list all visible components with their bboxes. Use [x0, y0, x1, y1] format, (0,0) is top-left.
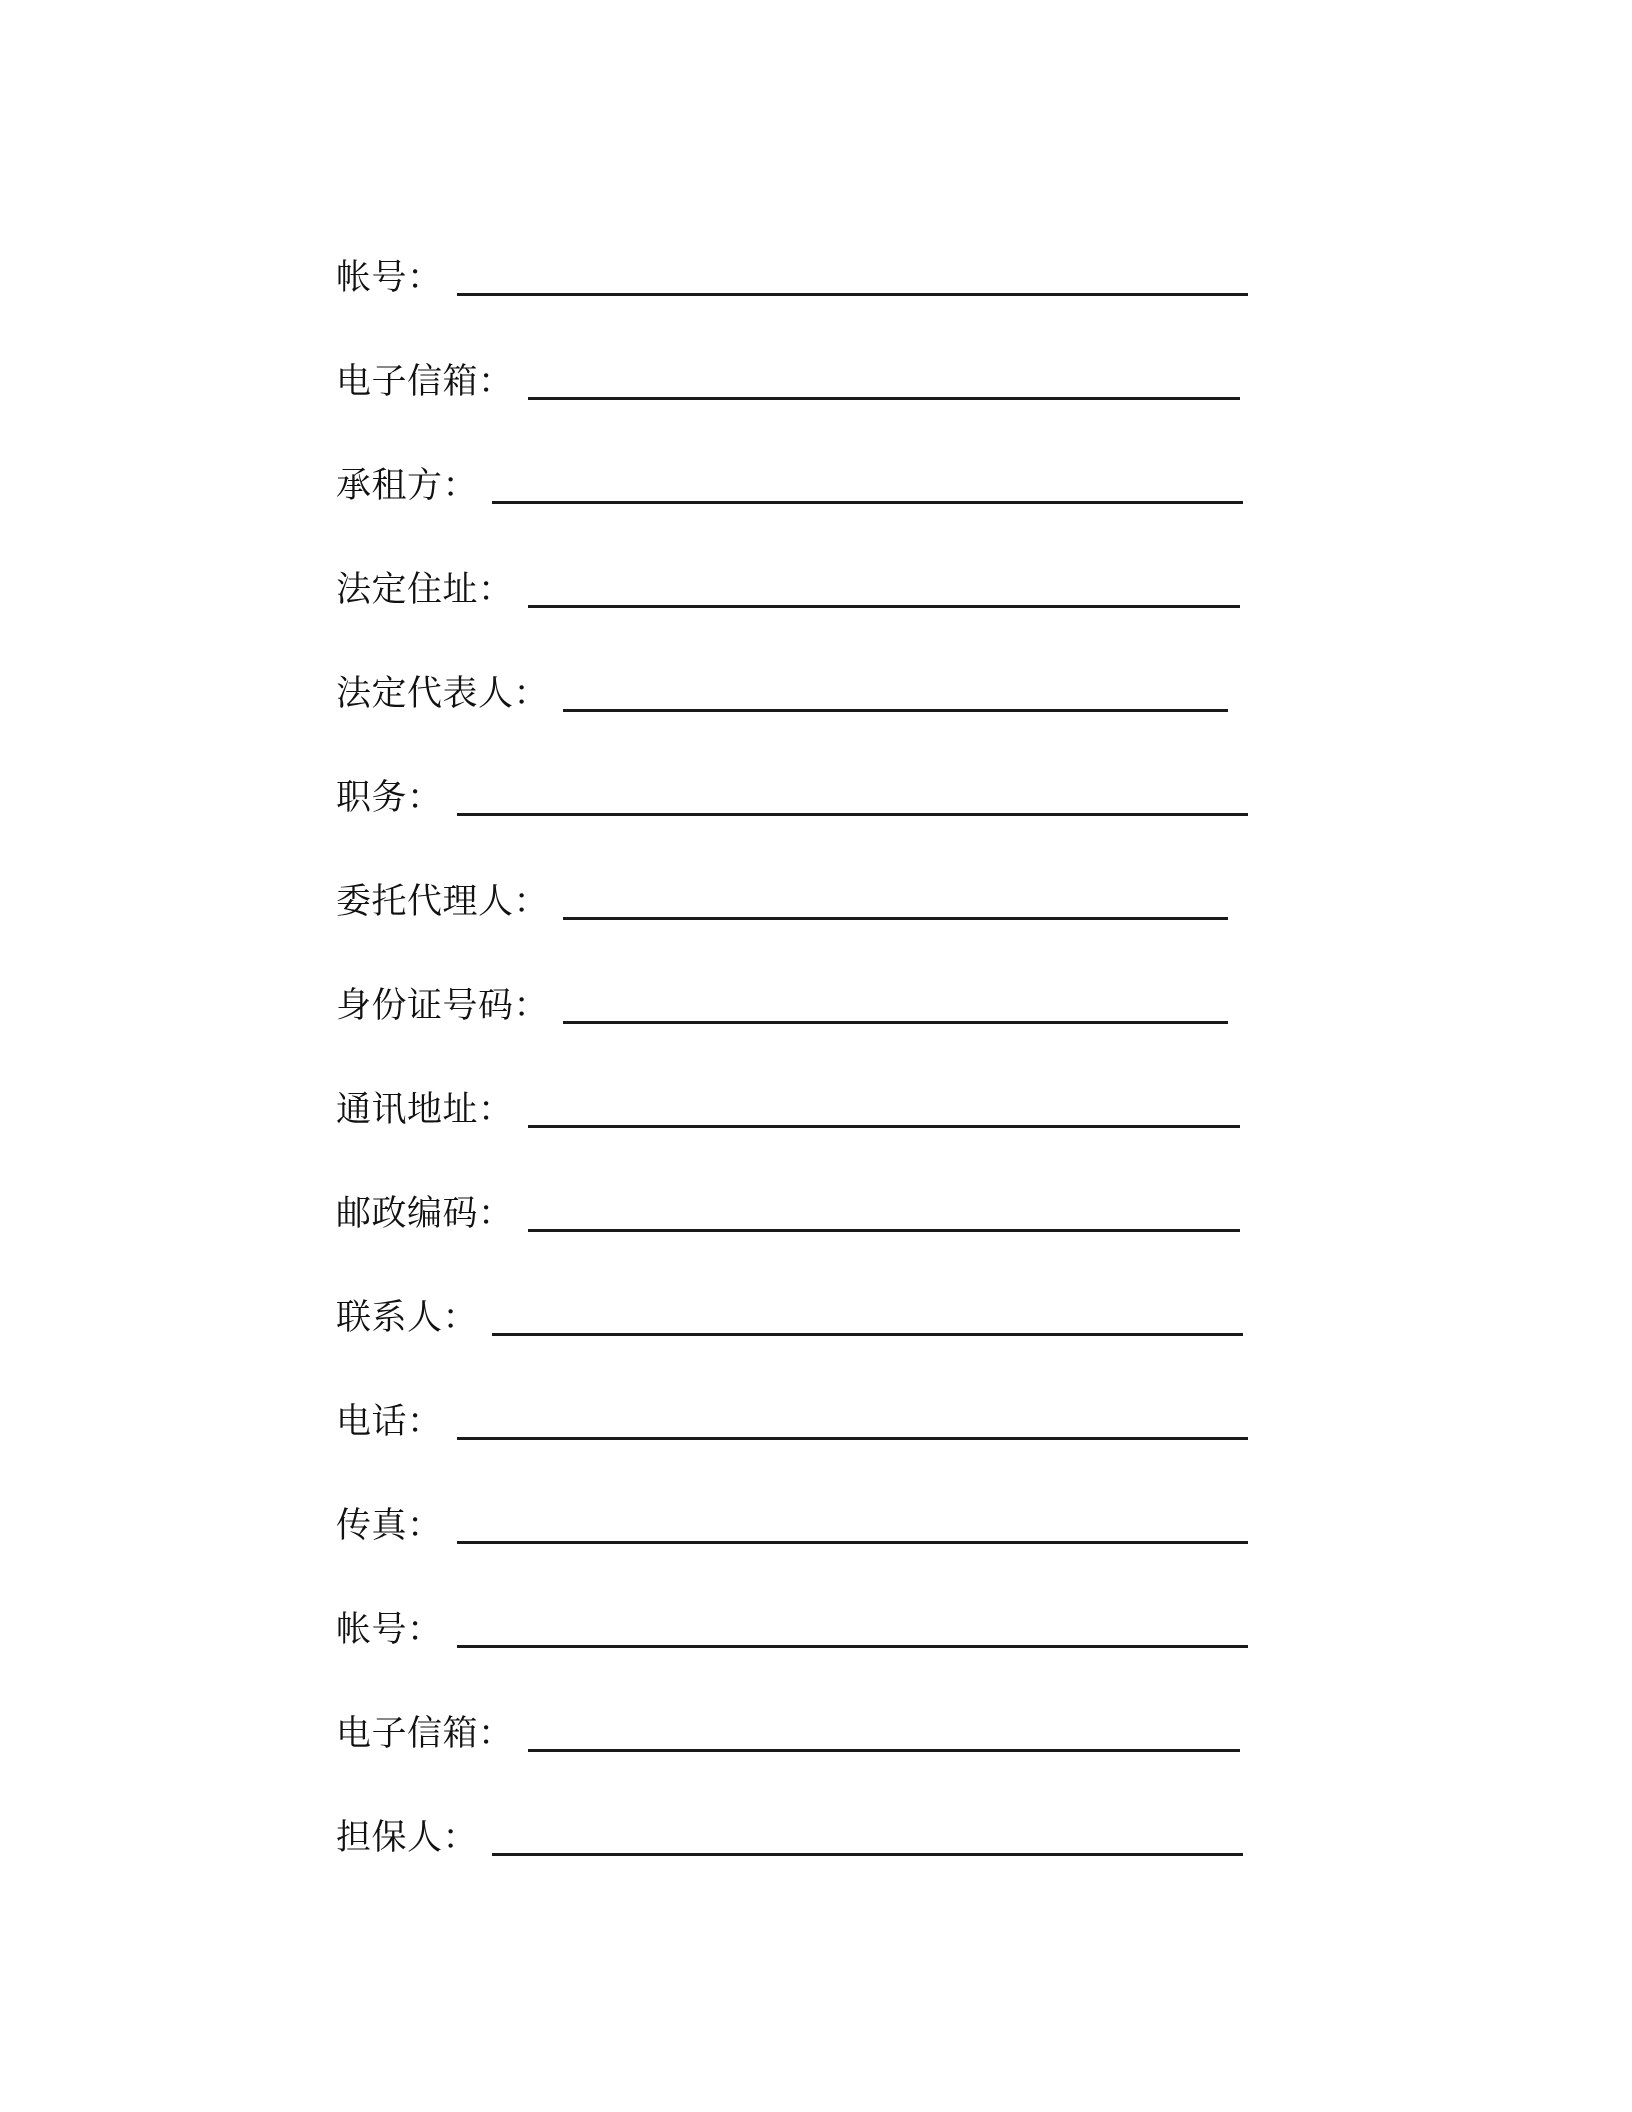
field-row-guarantor [336, 1756, 1248, 1860]
field-label-contact-person: 联系人： [336, 1298, 479, 1338]
blank-line-email-2 [528, 1749, 1240, 1752]
field-row-legal-address [336, 508, 1248, 612]
field-label-legal-representative: 法定代表人： [336, 674, 550, 714]
field-row-email-2 [336, 1652, 1248, 1756]
blank-line-account [457, 293, 1248, 296]
field-label-authorized-agent: 委托代理人： [336, 882, 550, 922]
blank-line-phone [457, 1437, 1248, 1440]
blank-line-id-number [563, 1021, 1228, 1024]
field-row-email [336, 300, 1248, 404]
field-label-position: 职务： [336, 778, 443, 818]
field-row-contact-person [336, 1236, 1248, 1340]
field-row-lessee [336, 404, 1248, 508]
blank-line-fax [457, 1541, 1248, 1544]
field-row-postal-code [336, 1132, 1248, 1236]
field-label-account: 帐号： [336, 258, 443, 298]
field-label-postal-code: 邮政编码： [336, 1194, 514, 1234]
field-row-phone [336, 1340, 1248, 1444]
field-row-mailing-address [336, 1028, 1248, 1132]
field-row-id-number [336, 924, 1248, 1028]
field-label-email: 电子信箱： [336, 362, 514, 402]
field-label-id-number: 身份证号码： [336, 986, 550, 1026]
blank-line-legal-address [528, 605, 1240, 608]
field-label-phone: 电话： [336, 1402, 443, 1442]
blank-line-authorized-agent [563, 917, 1228, 920]
field-row-account-2 [336, 1548, 1248, 1652]
field-row-position [336, 716, 1248, 820]
field-label-mailing-address: 通讯地址： [336, 1090, 514, 1130]
blank-line-position [457, 813, 1248, 816]
field-label-lessee: 承租方： [336, 466, 479, 506]
blank-line-postal-code [528, 1229, 1240, 1232]
blank-line-legal-representative [563, 709, 1228, 712]
blank-line-account-2 [457, 1645, 1248, 1648]
blank-line-email [528, 397, 1240, 400]
blank-line-lessee [492, 501, 1243, 504]
field-row-account [336, 196, 1248, 300]
field-label-guarantor: 担保人： [336, 1818, 479, 1858]
field-label-account-2: 帐号： [336, 1610, 443, 1650]
field-row-legal-representative [336, 612, 1248, 716]
blank-line-guarantor [492, 1853, 1243, 1856]
contact-form [336, 196, 1248, 1860]
blank-line-mailing-address [528, 1125, 1240, 1128]
field-label-legal-address: 法定住址： [336, 570, 514, 610]
field-label-fax: 传真： [336, 1506, 443, 1546]
field-row-authorized-agent [336, 820, 1248, 924]
blank-line-contact-person [492, 1333, 1243, 1336]
field-row-fax [336, 1444, 1248, 1548]
field-label-email-2: 电子信箱： [336, 1714, 514, 1754]
